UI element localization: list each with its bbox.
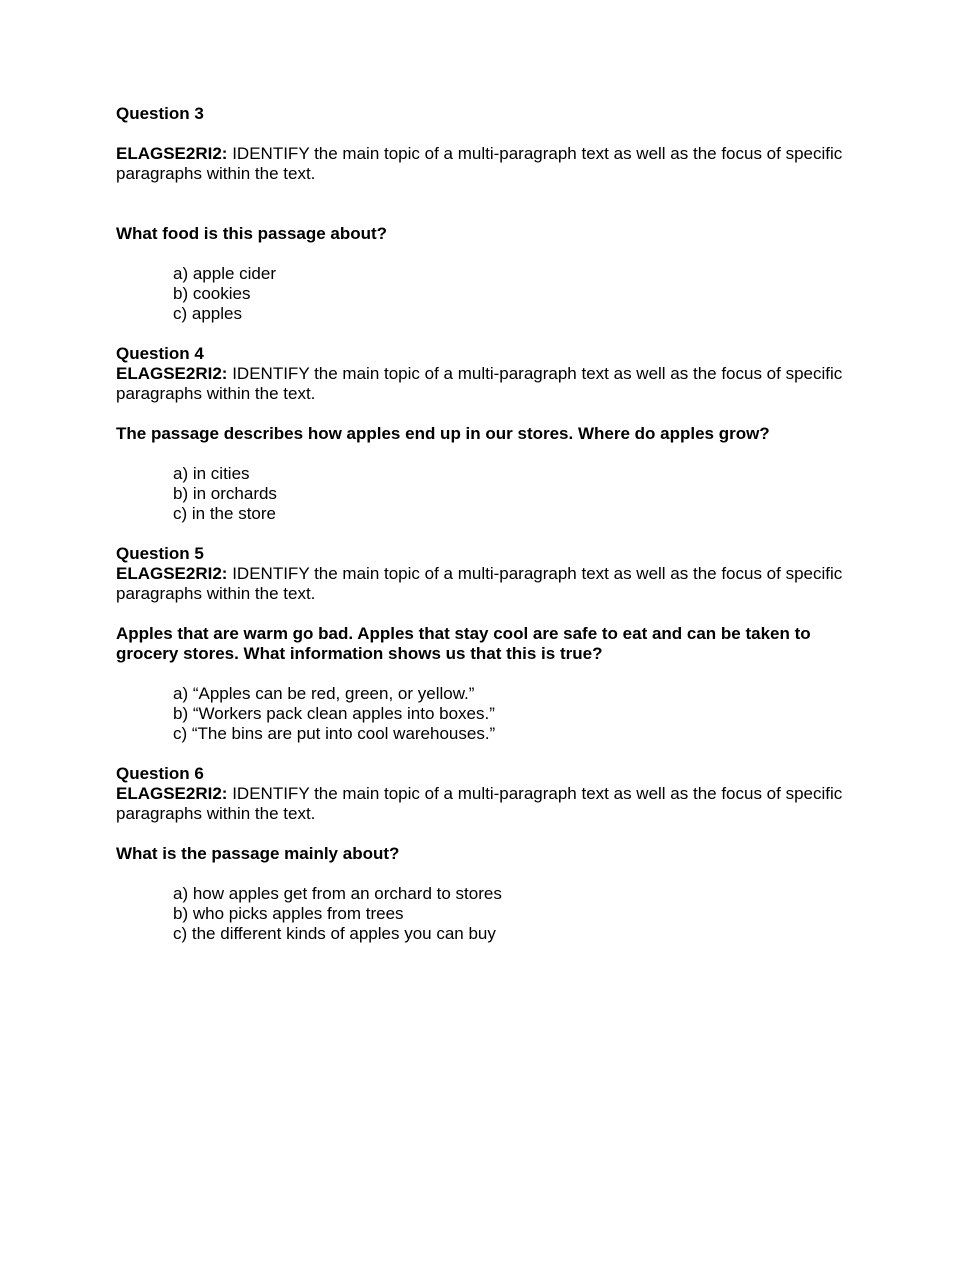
standard-code: ELAGSE2RI2: — [116, 364, 228, 383]
answer-option-c: c) apples — [173, 304, 242, 323]
answer-option-a: a) how apples get from an orchard to stores — [173, 884, 502, 903]
question-title: Question 6 — [116, 764, 204, 783]
answer-options — [116, 264, 856, 324]
standard — [116, 144, 856, 184]
question-5 — [116, 544, 856, 764]
standard-code: ELAGSE2RI2: — [116, 144, 228, 163]
question-title: Question 3 — [116, 104, 204, 123]
standard — [116, 364, 856, 404]
question-4 — [116, 344, 856, 544]
answer-option-b: b) who picks apples from trees — [173, 904, 404, 923]
document-page — [116, 104, 856, 944]
standard — [116, 564, 856, 604]
answer-options — [116, 884, 856, 944]
answer-option-b: b) in orchards — [173, 484, 277, 503]
question-prompt: The passage describes how apples end up in our stores. Where do apples grow? — [116, 424, 770, 443]
answer-option-c: c) “The bins are put into cool warehouses.” — [173, 724, 496, 743]
standard-code: ELAGSE2RI2: — [116, 784, 228, 803]
standard — [116, 784, 856, 824]
question-prompt: What is the passage mainly about? — [116, 844, 400, 863]
answer-option-a: a) in cities — [173, 464, 250, 483]
answer-option-c: c) in the store — [173, 504, 276, 523]
question-3 — [116, 104, 856, 344]
answer-option-c: c) the different kinds of apples you can buy — [173, 924, 496, 943]
answer-option-b: b) cookies — [173, 284, 251, 303]
standard-code: ELAGSE2RI2: — [116, 564, 228, 583]
answer-option-b: b) “Workers pack clean apples into boxes.” — [173, 704, 495, 723]
standard-text: IDENTIFY the main topic of a multi-paragraph text as well as the focus of specific paragraphs within the text. — [116, 784, 843, 823]
question-title: Question 5 — [116, 544, 204, 563]
question-prompt: Apples that are warm go bad. Apples that stay cool are safe to eat and can be taken to grocery stores. What information shows us that this is true? — [116, 624, 811, 663]
answer-option-a: a) “Apples can be red, green, or yellow.” — [173, 684, 475, 703]
answer-option-a: a) apple cider — [173, 264, 277, 283]
standard-text: IDENTIFY the main topic of a multi-paragraph text as well as the focus of specific paragraphs within the text. — [116, 564, 843, 603]
standard-text: IDENTIFY the main topic of a multi-paragraph text as well as the focus of specific paragraphs within the text. — [116, 364, 843, 403]
question-6 — [116, 764, 856, 944]
question-title: Question 4 — [116, 344, 204, 363]
question-prompt: What food is this passage about? — [116, 224, 388, 243]
standard-text: IDENTIFY the main topic of a multi-paragraph text as well as the focus of specific paragraphs within the text. — [116, 144, 843, 183]
answer-options — [116, 684, 856, 744]
answer-options — [116, 464, 856, 524]
